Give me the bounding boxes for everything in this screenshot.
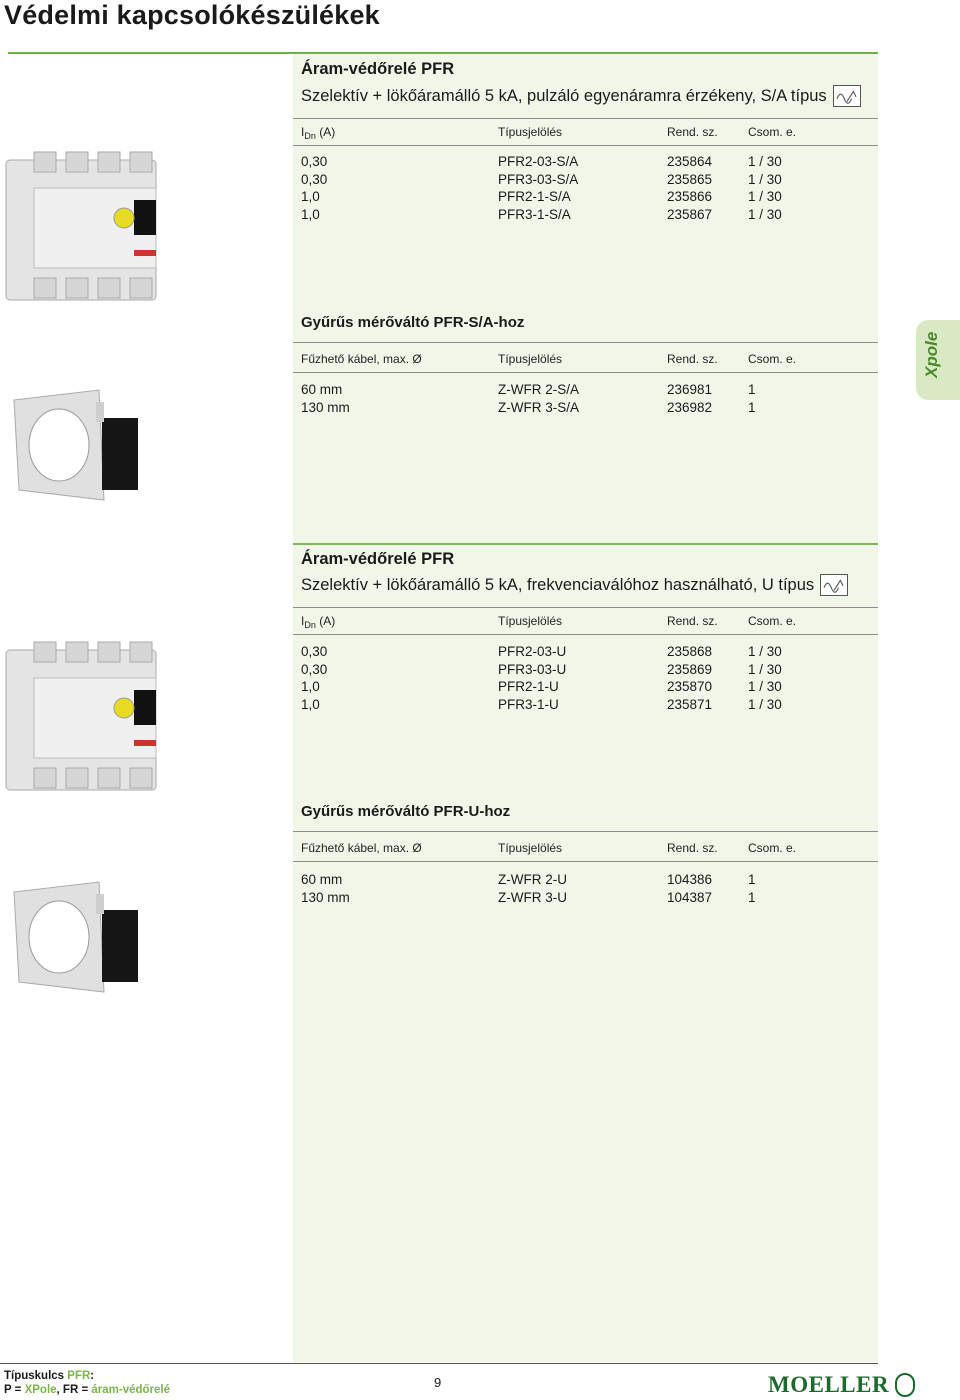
table-row: 60 mm Z-WFR 2-S/A 236981 1: [301, 382, 756, 397]
section4-rows: [301, 871, 861, 906]
page-number: 9: [434, 1375, 442, 1390]
section1-table: [301, 125, 861, 141]
section2-title: Gyűrűs mérőváltó PFR-S/A-hoz: [301, 314, 525, 331]
header-type: Típusjelölés: [498, 614, 563, 628]
header-type: Típusjelölés: [498, 841, 563, 855]
divider: [293, 831, 878, 832]
header-type: Típusjelölés: [498, 352, 563, 366]
divider: [293, 145, 878, 146]
xpole-tab-label: Xpole: [922, 331, 941, 378]
section1-rows: [301, 153, 861, 223]
current-transformer-image: [4, 380, 144, 505]
current-transformer-image: [4, 872, 144, 997]
section1-subtitle-text: Szelektív + lökőáramálló 5 kA, pulzáló egyenáramra érzékeny, S/A típus: [301, 86, 827, 105]
table-header: [301, 352, 861, 368]
table-row: 0,30 PFR3-03-S/A 235865 1 / 30: [301, 171, 782, 187]
page-title: Védelmi kapcsolókészülékek: [4, 0, 380, 30]
logo-text: MOELLER: [768, 1372, 890, 1397]
divider: [293, 118, 878, 119]
table-row: 0,30 PFR3-03-U 235869 1 / 30: [301, 661, 782, 677]
logo-mark-icon: [895, 1373, 915, 1397]
section1-subtitle: [301, 85, 861, 107]
waveform-icon: [820, 574, 848, 596]
section2-table: [301, 352, 861, 368]
section4-table: [301, 841, 861, 857]
table-row: 0,30 PFR2-03-S/A 235864 1 / 30: [301, 154, 782, 169]
waveform-icon: [833, 85, 861, 107]
divider: [293, 634, 878, 635]
type-key-note: Típuskulcs PFR: P = XPole, FR = áram-védőrelé: [4, 1370, 170, 1396]
table-header: [301, 125, 861, 141]
header-cable: Fűzhető kábel, max. Ø: [301, 841, 422, 855]
header-order-no: Rend. sz.: [667, 614, 718, 628]
xpole-side-tab: [916, 320, 960, 400]
header-order-no: Rend. sz.: [667, 352, 718, 366]
table-row: 1,0 PFR2-1-S/A 235866 1 / 30: [301, 189, 782, 204]
table-header: [301, 614, 861, 630]
divider: [293, 607, 878, 608]
header-type: Típusjelölés: [498, 125, 563, 139]
header-order-no: Rend. sz.: [667, 841, 718, 855]
header-pack-unit: Csom. e.: [748, 614, 797, 628]
header-cable: Fűzhető kábel, max. Ø: [301, 352, 422, 366]
divider: [293, 342, 878, 343]
section3-rows: [301, 643, 861, 713]
divider: [293, 372, 878, 373]
rcd-device-image: [4, 150, 164, 305]
table-row: 130 mm Z-WFR 3-S/A 236982 1: [301, 399, 756, 415]
section3-subtitle: [301, 574, 848, 596]
header-pack-unit: Csom. e.: [748, 352, 797, 366]
rcd-device-image: [4, 640, 164, 795]
section4-title: Gyűrűs mérőváltó PFR-U-hoz: [301, 803, 511, 820]
table-row: 130 mm Z-WFR 3-U 104387 1: [301, 889, 756, 905]
moeller-logo: [768, 1372, 915, 1398]
section2-rows: [301, 381, 861, 416]
table-row: 60 mm Z-WFR 2-U 104386 1: [301, 872, 756, 887]
header-current: $I_{Dn}$ (A): [301, 614, 336, 630]
header-current: $I_{Dn}$ (A): [301, 125, 336, 141]
table-header: [301, 841, 861, 857]
header-pack-unit: Csom. e.: [748, 841, 797, 855]
divider: [293, 861, 878, 862]
table-row: 0,30 PFR2-03-U 235868 1 / 30: [301, 644, 782, 659]
section-divider: [293, 543, 878, 545]
table-row: 1,0 PFR2-1-U 235870 1 / 30: [301, 679, 782, 694]
section3-table: [301, 614, 861, 630]
header-pack-unit: Csom. e.: [748, 125, 797, 139]
header-order-no: Rend. sz.: [667, 125, 718, 139]
section3-subtitle-text: Szelektív + lökőáramálló 5 kA, frekvenciaválóhoz használható, U típus: [301, 575, 815, 594]
table-row: 1,0 PFR3-1-U 235871 1 / 30: [301, 696, 782, 712]
table-row: 1,0 PFR3-1-S/A 235867 1 / 30: [301, 206, 782, 222]
section3-title: Áram-védőrelé PFR: [301, 550, 455, 568]
section1-title: Áram-védőrelé PFR: [301, 60, 455, 78]
footer-rule: [0, 1363, 878, 1364]
